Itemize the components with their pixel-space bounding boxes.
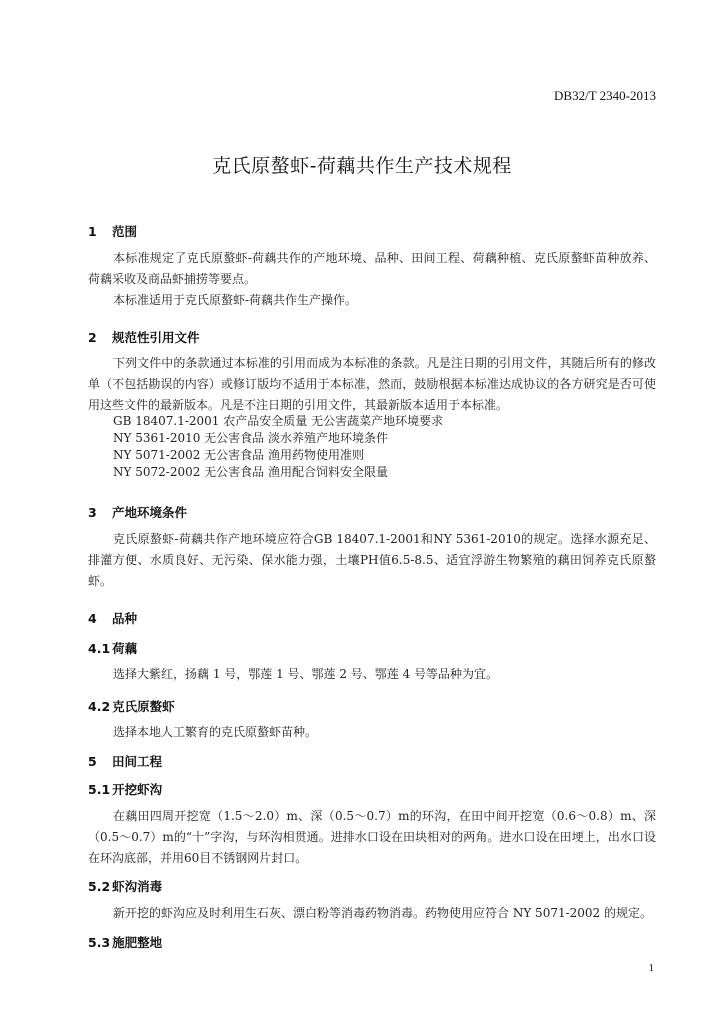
section-number: 5.3 <box>88 935 111 950</box>
normative-references-list <box>113 413 443 481</box>
section-5-2-heading <box>88 877 162 895</box>
section-5-1-paragraph: 在藕田四周开挖宽（1.5～2.0）m、深（0.5～0.7）m的环沟，在田中间开挖宽（0.6～0.8）m、深（0.5～0.7）m的“十”字沟，与环沟相贯通。进排水口设在田块相对的两角。进水口设在田埂上，出水口设在环沟底部，并用60目不锈钢网片封口。 <box>88 809 656 865</box>
section-5-2-paragraph: 新开挖的虾沟应及时利用生石灰、漂白粉等消毒药物消毒。药物使用应符合 NY 5071-2002 的规定。 <box>113 906 653 920</box>
section-5-3-heading <box>88 933 162 951</box>
section-title: 虾沟消毒 <box>112 879 163 894</box>
reference-item: GB 18407.1-2001 农产品安全质量 无公害蔬菜产地环境要求 <box>113 414 444 428</box>
document-title: 克氏原螯虾-荷藕共作生产技术规程 <box>212 155 512 177</box>
section-5-1-heading <box>88 780 162 798</box>
section-title: 范围 <box>112 224 138 239</box>
section-4-heading <box>88 609 137 627</box>
section-number: 4.1 <box>88 641 111 656</box>
section-3-paragraph-1: 克氏原螯虾-荷藕共作产地环境应符合GB 18407.1-2001和NY 5361-2010的规定。选择水源充足、排灌方便、水质良好、无污染、保水能力强，土壤PH值6.5-8.5、适宜浮游生物繁殖的藕田饲养克氏原螯虾。 <box>88 532 656 588</box>
section-1-paragraph-1: 本标准规定了克氏原螯虾-荷藕共作的产地环境、品种、田间工程、荷藕种植、克氏原螯虾苗种放养、荷藕采收及商品虾捕捞等要点。 <box>88 251 656 286</box>
section-4-2-heading <box>88 697 175 715</box>
section-3-heading <box>88 503 187 521</box>
section-title: 施肥整地 <box>112 935 163 950</box>
page-number: 1 <box>648 962 654 974</box>
reference-item: NY 5361-2010 无公害食品 淡水养殖产地环境条件 <box>113 431 388 445</box>
section-title: 产地环境条件 <box>112 505 188 520</box>
reference-item: NY 5072-2002 无公害食品 渔用配合饲料安全限量 <box>113 465 388 479</box>
section-number: 5.2 <box>88 879 111 894</box>
section-title: 规范性引用文件 <box>112 330 200 345</box>
section-1-heading <box>88 222 137 240</box>
section-2-heading <box>88 328 200 346</box>
section-number: 3 <box>88 505 97 520</box>
section-title: 克氏原螯虾 <box>112 699 175 714</box>
section-title: 荷藕 <box>112 641 138 656</box>
section-title: 田间工程 <box>112 754 163 769</box>
section-2-paragraph-1: 下列文件中的条款通过本标准的引用而成为本标准的条款。凡是注日期的引用文件，其随后所有的修改单（不包括勘误的内容）或修订版均不适用于本标准，然而，鼓励根据本标准达成协议的各方研究是否可使用这些文件的最新版本。凡是不注日期的引用文件，其最新版本适用于本标准。 <box>88 356 656 412</box>
section-5-heading <box>88 752 162 770</box>
section-4-2-paragraph: 选择本地人工繁育的克氏原螯虾苗种。 <box>113 725 318 739</box>
section-title: 品种 <box>112 611 138 626</box>
section-number: 5.1 <box>88 782 111 797</box>
section-number: 4.2 <box>88 699 111 714</box>
section-number: 1 <box>88 224 97 239</box>
section-number: 4 <box>88 611 97 626</box>
reference-item: NY 5071-2002 无公害食品 渔用药物使用准则 <box>113 448 364 462</box>
document-code: DB32/T 2340-2013 <box>554 88 656 103</box>
section-1-paragraph-2: 本标准适用于克氏原螯虾-荷藕共作生产操作。 <box>113 293 358 307</box>
section-number: 5 <box>88 754 97 769</box>
section-number: 2 <box>88 330 97 345</box>
section-4-1-paragraph: 选择大紫红，扬藕 1 号，鄂莲 1 号、鄂莲 2 号、鄂莲 4 号等品种为宜。 <box>113 667 499 681</box>
section-4-1-heading <box>88 639 137 657</box>
section-title: 开挖虾沟 <box>112 782 163 797</box>
